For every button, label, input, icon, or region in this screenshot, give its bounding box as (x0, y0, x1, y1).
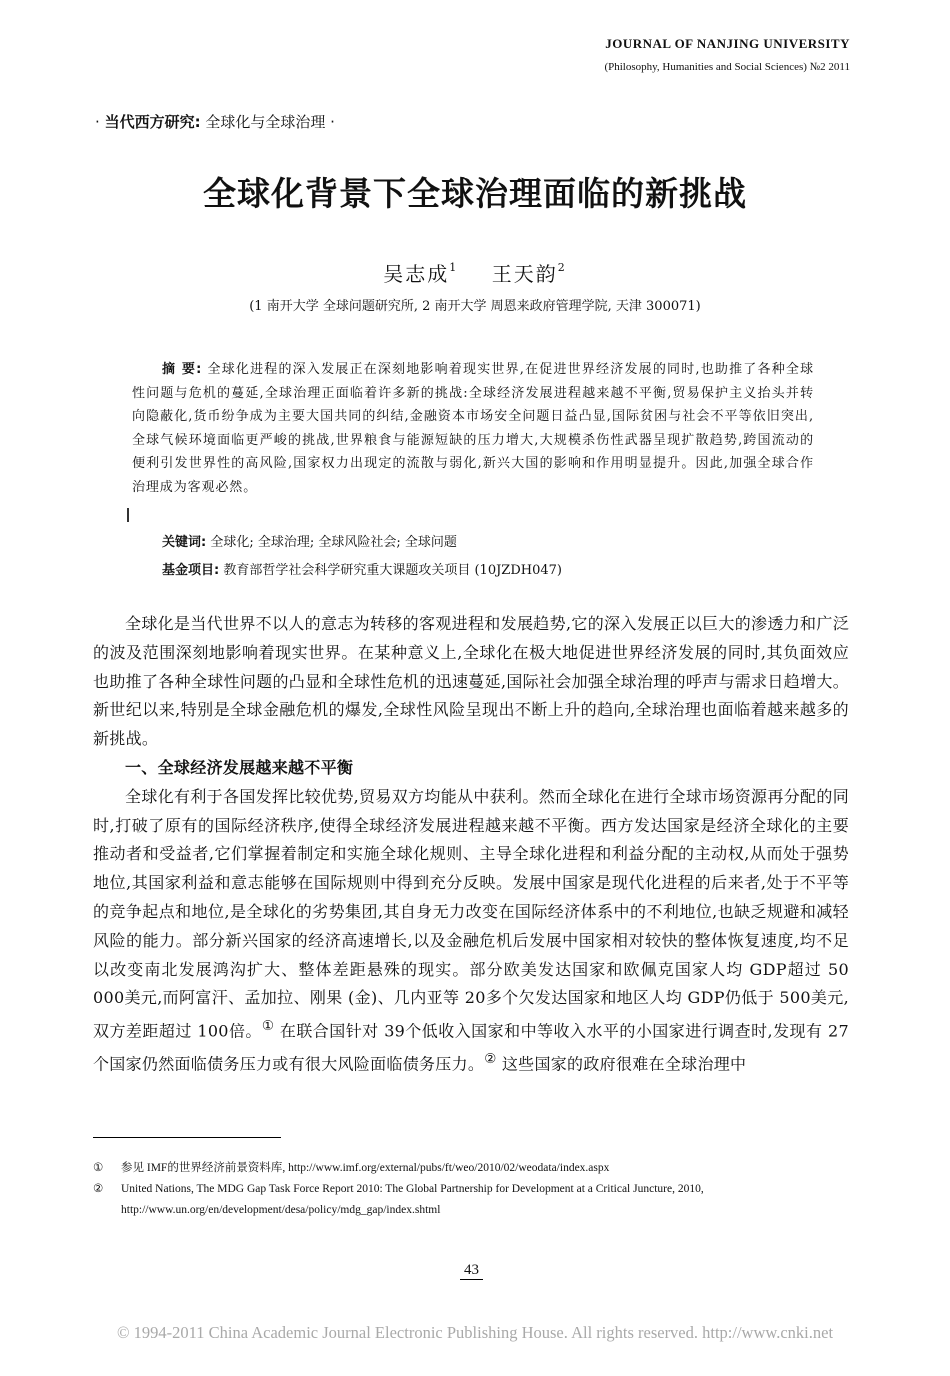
footnote-rule (93, 1137, 281, 1138)
page-number: 43 (460, 1262, 483, 1280)
column-label: 当代西方研究: (104, 113, 201, 131)
keywords-text: 全球化; 全球治理; 全球风险社会; 全球问题 (210, 535, 457, 550)
copyright-footer: © 1994-2011 China Academic Journal Electronic Publishing House. All rights reserved. http://www.cnki.net (116, 1323, 834, 1342)
abstract (132, 358, 814, 499)
funding-text: 教育部哲学社会科学研究重大课题攻关项目 (10JZDH047) (223, 563, 562, 578)
footnote-text: 参见 IMF的世界经济前景资料库, http://www.imf.org/external/pubs/ft/weo/2010/02/weodata/index.aspx (121, 1162, 610, 1174)
footnote (93, 1158, 853, 1179)
affiliation: (1 南开大学 全球问题研究所, 2 南开大学 周恩来政府管理学院, 天津 300071) (249, 299, 701, 314)
footnotes (93, 1158, 853, 1221)
body-text-run: 在联合国针对 39个低收入国家和中等收入水平的小国家进行调查时,发现有 27个国家仍然面临债务压力或有很大风险面临债务压力。 (93, 1021, 849, 1074)
footnote-mark: ② (93, 1183, 104, 1195)
body-paragraph: 全球化是当代世界不以人的意志为转移的客观进程和发展趋势,它的深入发展正以巨大的渗透力和广泛的波及范围深刻地影响着现实世界。在某种意义上,全球化在极大地促进世界经济发展的同时,其负面效应也助推了各种全球性问题的凸显和全球性危机的迅速蔓延,国际社会加强全球治理的呼声与需求日趋增大。新世纪以来,特别是全球金融危机的爆发,全球性风险呈现出不断上升的趋向,全球治理也面临着越来越多的新挑战。 (93, 614, 849, 749)
paper-title: 全球化背景下全球治理面临的新挑战 (203, 174, 747, 213)
column-heading (95, 111, 335, 132)
column-topic: 全球化与全球治理 (205, 113, 326, 131)
abstract-label: 摘 要: (162, 362, 203, 377)
column-bullet: · (95, 113, 100, 131)
author-line (0, 258, 950, 287)
footnote-mark: ① (93, 1162, 104, 1174)
margin-mark (127, 508, 129, 522)
author-affil-mark: 1 (449, 261, 459, 274)
keywords (162, 531, 457, 550)
funding (162, 559, 562, 578)
keywords-label: 关键词: (162, 535, 207, 550)
footnote-text: United Nations, The MDG Gap Task Force Report 2010: The Global Partnership for Development at a Critical Juncture, 2010, http://www.un.org/en/development/desa/policy/mdg_gap/index.shtml (121, 1183, 704, 1216)
body-text (93, 610, 849, 1079)
body-text-run: 这些国家的政府很难在全球治理中 (496, 1054, 747, 1074)
footnote (93, 1179, 853, 1221)
author-affil-mark: 2 (557, 261, 567, 274)
author-name: 吴志成 (383, 262, 450, 286)
author-name: 王天韵 (491, 262, 558, 286)
journal-issue-line: (Philosophy, Humanities and Social Sciences) №2 2011 (604, 61, 850, 73)
journal-title: JOURNAL OF NANJING UNIVERSITY (605, 36, 850, 51)
section-heading: 一、全球经济发展越来越不平衡 (125, 757, 354, 777)
column-bullet-end: · (330, 113, 335, 131)
body-text-run: 全球化有利于各国发挥比较优势,贸易双方均能从中获利。然而全球化在进行全球市场资源再分配的同时,打破了原有的国际经济秩序,使得全球经济发展进程越来越不平衡。西方发达国家是经济全球化的主要推动者和受益者,它们掌握着制定和实施全球化规则、主导全球化进程和利益分配的主动权,从而处于强势地位,其国家利益和意志能够在国际规则中得到充分反映。发展中国家是现代化进程的后来者,处于不平等的竞争起点和地位,是全球化的劣势集团,其自身无力改变在国际经济体系中的不利地位,也缺乏规避和减轻风险的能力。部分新兴国家的经济高速增长,以及金融危机后发展中国家相对较快的整体恢复速度,均不足以改变南北发展鸿沟扩大、整体差距悬殊的现实。部分欧美发达国家和欧佩克国家人均 GDP超过 50 000美元,而阿富汗、孟加拉、刚果 (金)、几内亚等 20多个欠发达国家和地区人均 GDP仍低于 500美元,双方差距超过 100倍。 (93, 786, 849, 1041)
footnote-ref[interactable]: ① (261, 1019, 275, 1035)
abstract-text: 全球化进程的深入发展正在深刻地影响着现实世界,在促进世界经济发展的同时,也助推了各种全球性问题与危机的蔓延,全球治理正面临着许多新的挑战:全球经济发展进程越来越不平衡,贸易保护主义抬头并转向隐蔽化,货币纷争成为主要大国共同的纠结,金融资本市场安全问题日益凸显,国际贫困与社会不平等依旧突出,全球气候环境面临更严峻的挑战,世界粮食与能源短缺的压力增大,大规模杀伤性武器呈现扩散趋势,跨国流动的便利引发世界性的高风险,国家权力出现定的流散与弱化,新兴大国的影响和作用明显提升。因此,加强全球合作治理成为客观必然。 (132, 362, 814, 495)
body-paragraph (93, 783, 849, 1080)
funding-label: 基金项目: (162, 563, 220, 578)
footnote-ref[interactable]: ② (484, 1052, 497, 1068)
